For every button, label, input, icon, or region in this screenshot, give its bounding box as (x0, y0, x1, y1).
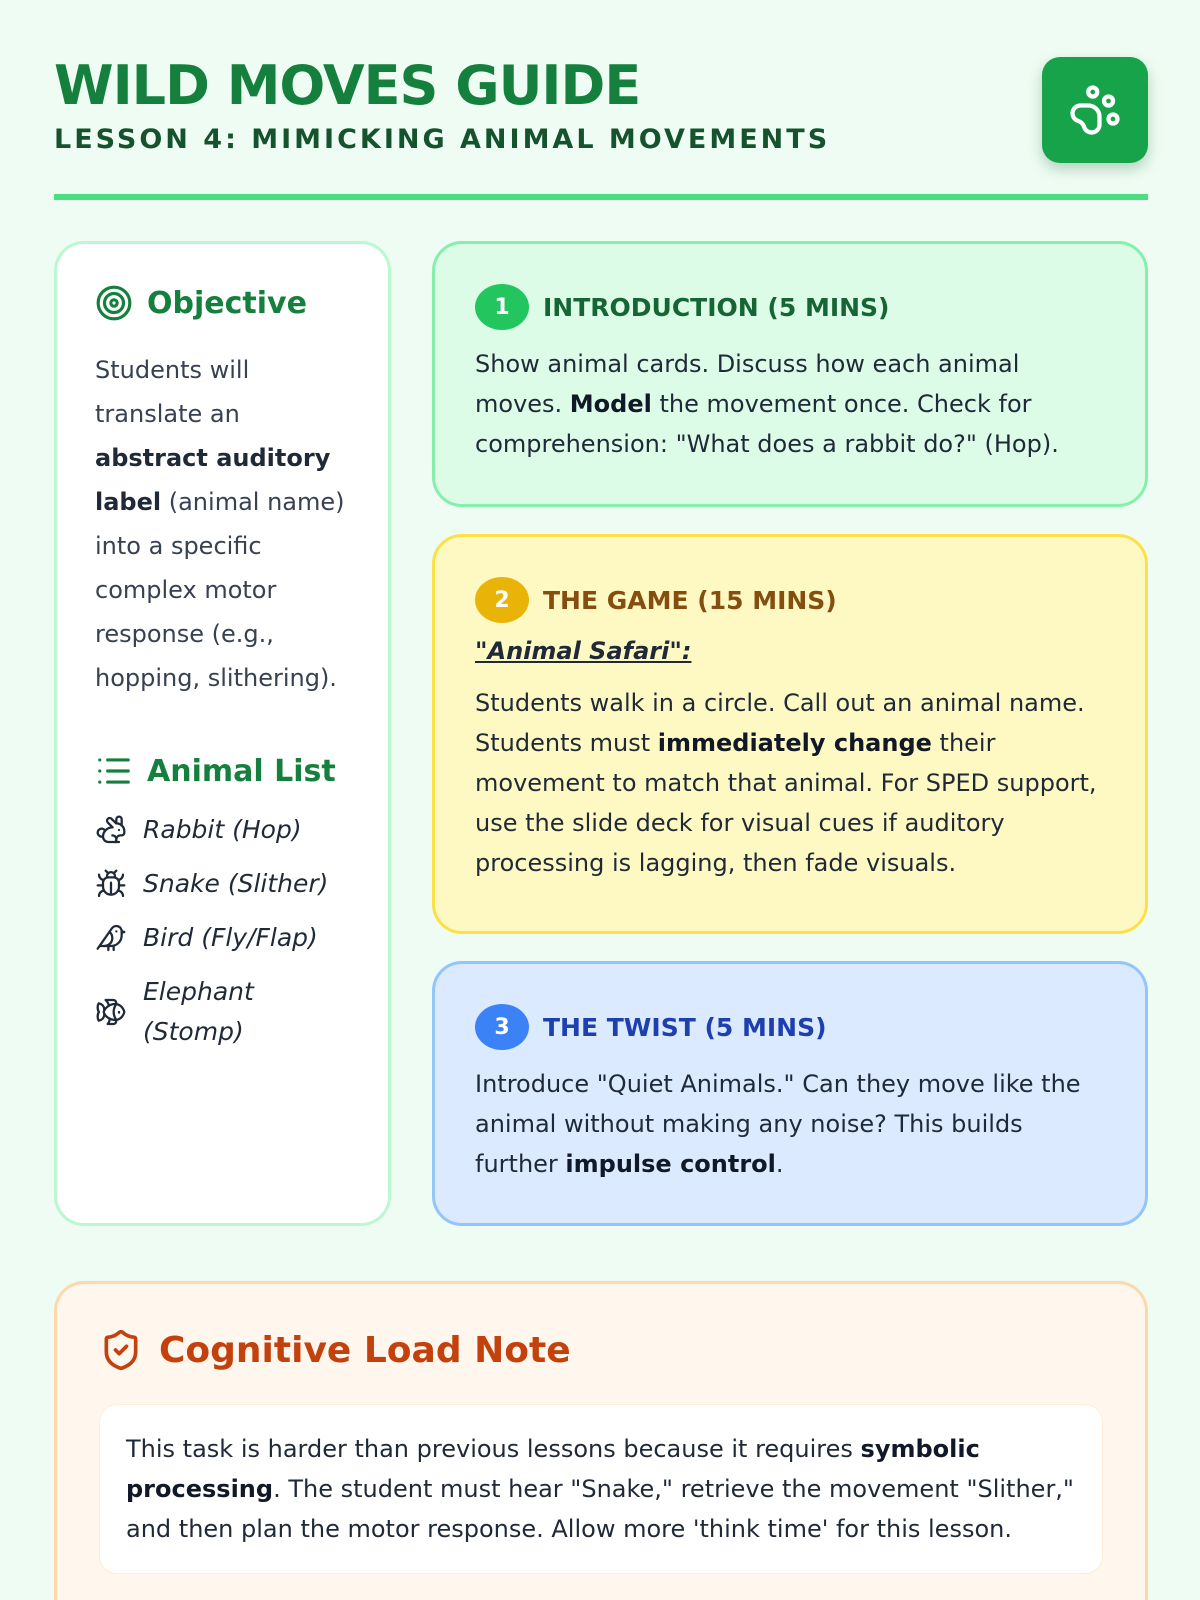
lesson-subtitle: LESSON 4: MIMICKING ANIMAL MOVEMENTS (54, 124, 831, 155)
step-text: Introduce "Quiet Animals." Can they move like the animal without making any noise? This builds further impulse control. (475, 1070, 1081, 1178)
list-item (95, 810, 350, 850)
objective-header (95, 284, 350, 322)
animal-list-header (95, 752, 350, 790)
step-card-introduction (432, 241, 1148, 507)
step-card-twist (432, 961, 1148, 1226)
note-header (99, 1328, 1103, 1372)
step-title: THE GAME (15 MINS) (543, 585, 837, 615)
animal-label: Rabbit (Hop) (143, 815, 302, 844)
animal-list (95, 810, 350, 1052)
shield-check-icon (99, 1328, 143, 1372)
objective-text: Students will translate an abstract auditory label (animal name) into a specific complex motor response (e.g., hopping, slithering). (95, 356, 345, 692)
note-title: Cognitive Load Note (159, 1329, 571, 1371)
logo-badge (1042, 57, 1148, 163)
animal-label: Elephant (Stomp) (143, 977, 254, 1046)
objective-title: Objective (147, 285, 307, 321)
step-text: Students walk in a circle. Call out an animal name. Students must immediately change their movement to match that animal. For SPED support, use the slide deck for visual cues if auditory processing is lagging, then fade visuals. (475, 689, 1097, 877)
step-header (475, 1004, 1105, 1050)
step-card-game (432, 534, 1148, 934)
step-header (475, 284, 1105, 330)
list-icon (95, 752, 133, 790)
list-item (95, 918, 350, 958)
list-item (95, 864, 350, 904)
list-item (95, 972, 350, 1052)
objective-card (54, 241, 391, 1226)
paw-icon (1068, 83, 1122, 137)
step-title: THE TWIST (5 MINS) (543, 1012, 827, 1042)
target-icon (95, 284, 133, 322)
animal-label: Snake (Slither) (143, 869, 329, 898)
bug-icon (95, 868, 127, 900)
fish-icon (95, 996, 127, 1028)
step-number-badge: 1 (475, 284, 529, 330)
rabbit-icon (95, 814, 127, 846)
game-name: "Animal Safari": (475, 637, 692, 665)
step-header (475, 577, 1105, 623)
step-number-badge: 3 (475, 1004, 529, 1050)
page-title: WILD MOVES GUIDE (54, 54, 641, 117)
animal-label: Bird (Fly/Flap) (143, 923, 318, 952)
step-title: INTRODUCTION (5 MINS) (543, 292, 890, 322)
note-text: This task is harder than previous lessons because it requires symbolic processing. The student must hear "Snake," retrieve the movement "Slither," and then plan the motor response. Allow more 'think time' for this lesson. (99, 1404, 1103, 1574)
animal-list-title: Animal List (147, 753, 336, 789)
bird-icon (95, 922, 127, 954)
cognitive-load-note (54, 1281, 1148, 1600)
step-number-badge: 2 (475, 577, 529, 623)
page-header (54, 56, 1148, 200)
step-text: Show animal cards. Discuss how each animal moves. Model the movement once. Check for comprehension: "What does a rabbit do?" (Hop). (475, 350, 1059, 458)
